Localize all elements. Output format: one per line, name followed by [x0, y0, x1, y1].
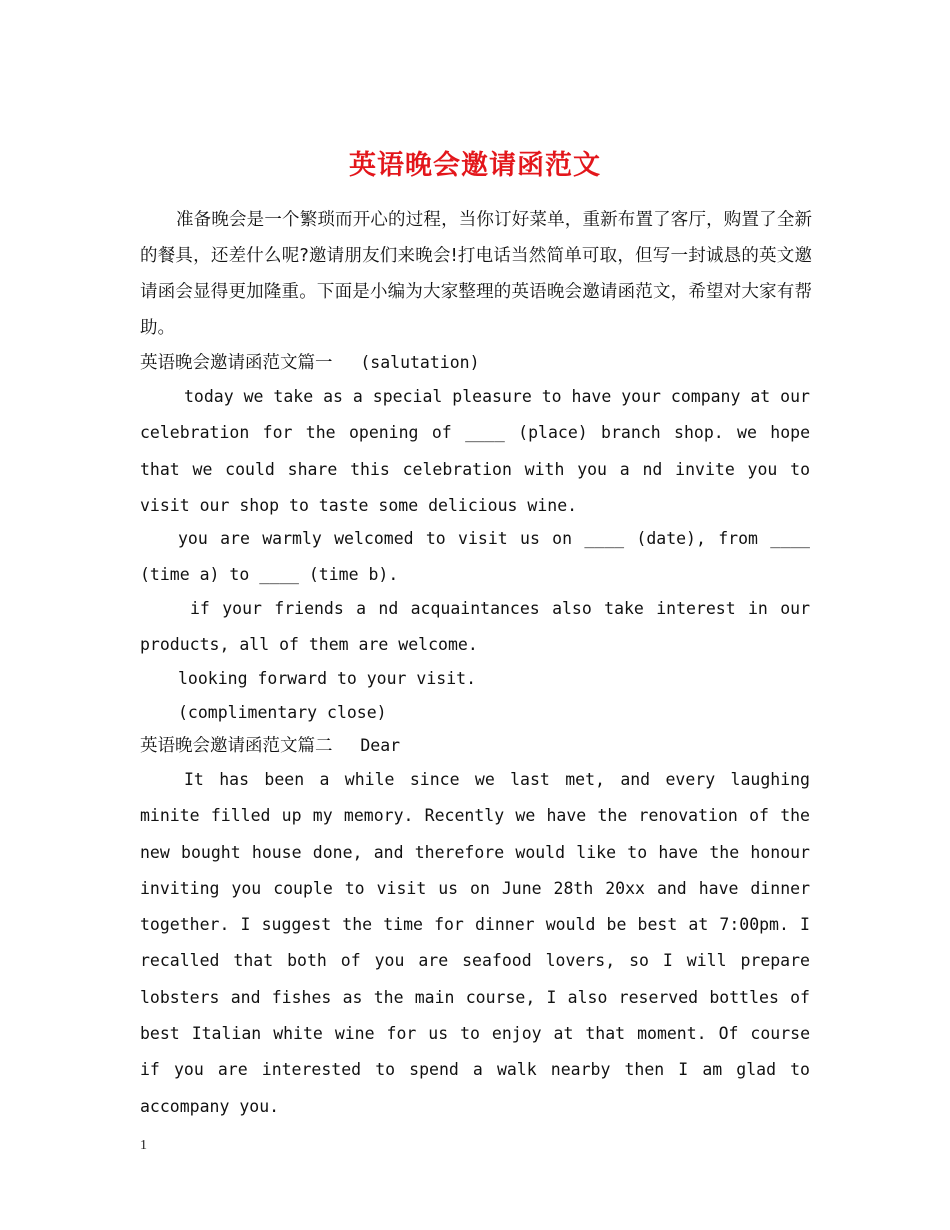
page-number: 1	[140, 1138, 147, 1153]
section1-paragraph-2: you are warmly welcomed to visit us on ____ (date), from ____ (time a) to ____ (time b).	[140, 529, 810, 585]
section2-salutation: Dear	[360, 736, 401, 755]
section2-heading	[140, 728, 812, 764]
section1-paragraph-5: (complimentary close)	[178, 703, 387, 722]
section1-paragraph-1: today we take as a special pleasure to have your company at our celebration for the opening of ____ (place) branch shop. we hope that we could share this celebration with you a nd invite you to visit our shop to taste some delicious wine.	[140, 387, 810, 515]
section1-paragraph-3: if your friends a nd acquaintances also take interest in our products, all of them are welcome.	[140, 599, 810, 655]
section2-paragraph-1: It has been a while since we last met, and every laughing minite filled up my memory. Recently we have the renovation of the new bought house done, and therefore would like to have the honour inviting you couple to visit us on June 28th 20xx and have dinner together. I suggest the time for dinner would be best at 7:00pm. I recalled that both of you are seafood lovers, so I will prepare lobsters and fishes as the main course, I also reserved bottles of best Italian white wine for us to enjoy at that moment. Of course if you are interested to spend a walk nearby then I am glad to accompany you.	[140, 770, 810, 1116]
intro-paragraph: 准备晚会是一个繁琐而开心的过程，当你订好菜单，重新布置了客厅，购置了全新的餐具，还差什么呢?邀请朋友们来晚会!打电话当然简单可取，但写一封诚恳的英文邀请函会显得更加隆重。下面是小编为大家整理的英语晚会邀请函范文，希望对大家有帮助。	[140, 210, 812, 338]
section1-salutation: (salutation)	[360, 353, 480, 372]
section1-paragraph-4: looking forward to your visit.	[178, 669, 477, 688]
document-title: 英语晚会邀请函范文	[349, 150, 601, 182]
section2-heading-text: 英语晚会邀请函范文篇二	[140, 736, 333, 756]
section1-heading	[140, 345, 812, 381]
section1-heading-text: 英语晚会邀请函范文篇一	[140, 353, 333, 373]
